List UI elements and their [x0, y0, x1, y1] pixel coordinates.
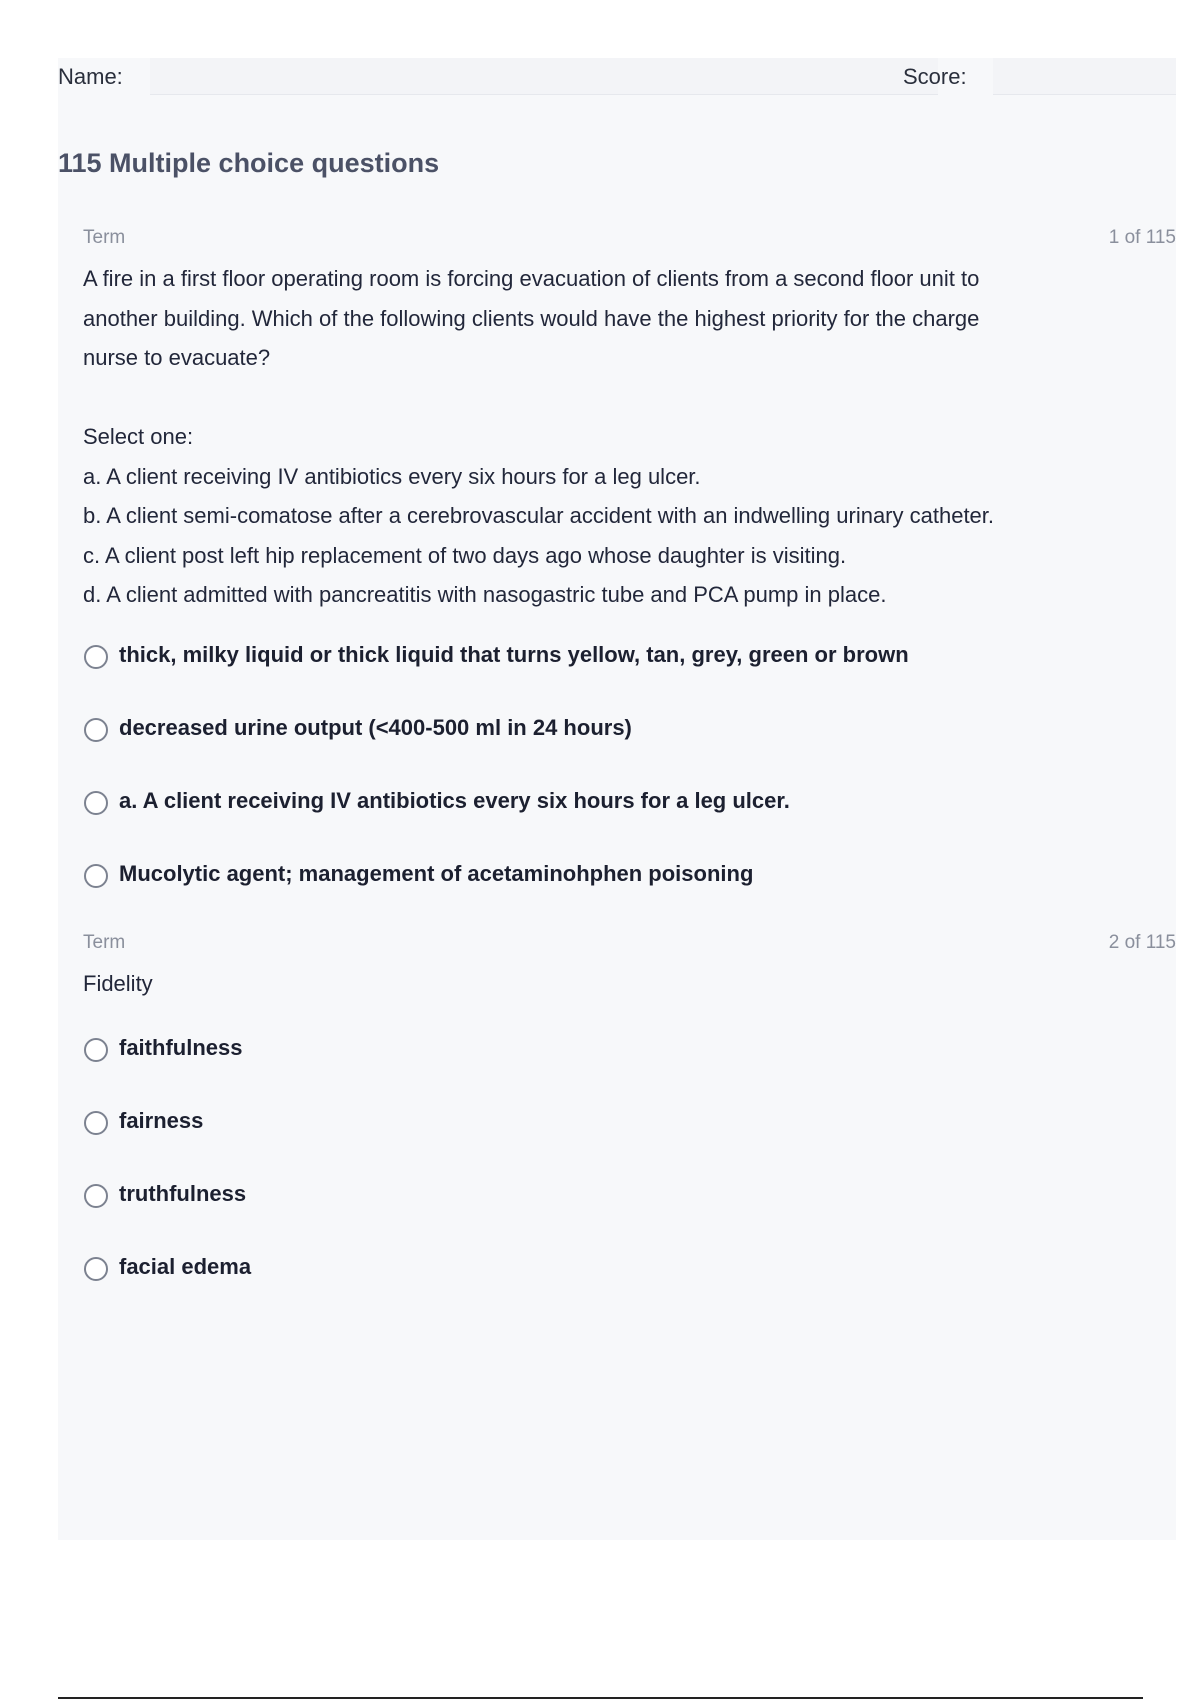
answer-options	[83, 1035, 1176, 1327]
name-label: Name:	[58, 64, 123, 89]
radio-button[interactable]	[84, 645, 108, 669]
prompt-line: another building. Which of the following clients would have the highest priority for the charge	[83, 305, 980, 331]
prompt-line: A fire in a first floor operating room is forcing evacuation of clients from a second floor unit to	[83, 266, 980, 291]
option-label: thick, milky liquid or thick liquid that turns yellow, tan, grey, green or brown	[119, 642, 909, 667]
option-label: decreased urine output (<400-500 ml in 24 hours)	[119, 715, 632, 740]
answer-options	[83, 642, 1176, 934]
choice-text-b: b. A client semi-comatose after a cerebrovascular accident with an indwelling urinary catheter.	[83, 503, 995, 528]
answer-option[interactable]	[83, 1254, 1176, 1327]
option-label: fairness	[119, 1108, 204, 1133]
answer-option[interactable]	[83, 1035, 1176, 1108]
name-field[interactable]	[150, 58, 938, 95]
bottom-divider	[58, 1697, 1143, 1699]
term-label: Term	[83, 932, 126, 953]
answer-option[interactable]	[83, 1108, 1176, 1181]
option-label: facial edema	[119, 1254, 252, 1279]
question-prompt	[83, 964, 1123, 1004]
question-count: 2 of 115	[1108, 932, 1176, 953]
radio-button[interactable]	[84, 791, 108, 815]
radio-button[interactable]	[84, 1257, 108, 1281]
answer-option[interactable]	[83, 1181, 1176, 1254]
option-label: faithfulness	[119, 1035, 243, 1060]
answer-option[interactable]	[83, 861, 1176, 934]
choice-text-d: d. A client admitted with pancreatitis with nasogastric tube and PCA pump in place.	[83, 582, 887, 607]
answer-option[interactable]	[83, 642, 1176, 715]
answer-option[interactable]	[83, 715, 1176, 788]
option-label: Mucolytic agent; management of acetaminohphen poisoning	[119, 861, 754, 886]
question-prompt	[83, 259, 1123, 615]
page-title: 115 Multiple choice questions	[58, 148, 440, 178]
term-label: Term	[83, 227, 126, 248]
option-label: a. A client receiving IV antibiotics every six hours for a leg ulcer.	[119, 788, 790, 813]
radio-button[interactable]	[84, 864, 108, 888]
worksheet-header	[58, 58, 1176, 96]
question-count: 1 of 115	[1108, 227, 1176, 248]
prompt-line: nurse to evacuate?	[83, 345, 271, 370]
choice-text-c: c. A client post left hip replacement of two days ago whose daughter is visiting.	[83, 542, 847, 568]
prompt-blank-line	[83, 378, 1123, 418]
radio-button[interactable]	[84, 1184, 108, 1208]
radio-button[interactable]	[84, 1111, 108, 1135]
select-one-instruction: Select one:	[83, 424, 194, 449]
score-label: Score:	[903, 64, 967, 89]
option-label: truthfulness	[119, 1181, 247, 1206]
choice-text-a: a. A client receiving IV antibiotics every six hours for a leg ulcer.	[83, 463, 701, 489]
answer-option[interactable]	[83, 788, 1176, 861]
radio-button[interactable]	[84, 1038, 108, 1062]
score-field[interactable]	[993, 58, 1176, 95]
prompt-line: Fidelity	[83, 971, 153, 996]
radio-button[interactable]	[84, 718, 108, 742]
